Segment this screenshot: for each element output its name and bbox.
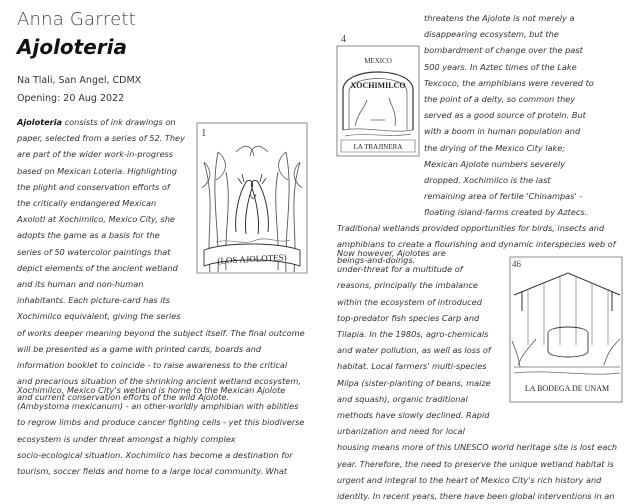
artist-name: Anna Garrett [17, 9, 136, 30]
threats-line: Now however, Ajolotes are [337, 248, 446, 258]
paragraph-history [424, 10, 625, 221]
xochimilco-line: (Ambystoma mexicanum) - an other-worldly amphibian with abilities [17, 401, 299, 412]
intro-line: and precarious situation of the shrinking ancient wetland ecosystem, [17, 376, 301, 387]
threats-line: year. Therefore, the need to preserve the unique wetland habitat is [337, 458, 614, 469]
paragraph-xochimilco [17, 382, 317, 479]
card-46-label: LA BODEGA DE UNAM [524, 384, 610, 393]
card-4-top-label: MEXICO [364, 57, 392, 65]
intro-line: the critically endangered Mexican [17, 198, 157, 209]
water-ripples [216, 239, 290, 242]
history-line: beings-and-doings. [337, 255, 416, 266]
bodega-beams [528, 277, 608, 345]
card-la-bodega-de-unam [508, 255, 626, 405]
history-line: remaining area of fertile 'Chinampas' - [424, 191, 583, 202]
axolotl-right [251, 180, 268, 234]
history-line: Mexican Ajolote numbers severely [424, 158, 566, 169]
card-la-trajinera [335, 30, 421, 160]
intro-lead: Ajoloteria [17, 117, 63, 127]
bodega-tank [548, 327, 588, 357]
history-line: disappearing ecosystem, but the [424, 29, 559, 40]
intro-line: of works deeper meaning beyond the subject itself. The final outcome [17, 327, 305, 338]
axolotl-left [236, 180, 253, 234]
threats-line: urbanization and need for local [337, 426, 465, 437]
intro-line: Xochimilco equivalent, giving the series [17, 311, 181, 322]
xochimilco-line: tourism, soccer fields and home to a large local community. What [17, 466, 288, 477]
intro-line: and current conservation efforts of the wild Ajolote. [17, 392, 229, 403]
intro-line: and its human and non-human [17, 279, 144, 290]
intro-line [17, 114, 197, 130]
threats-line: identity. In recent years, there have been global interventions in an [337, 491, 615, 502]
history-line: with a boom in human population and [424, 126, 581, 137]
history-line: the point of a deity, so common they [424, 94, 576, 105]
intro-line: paper, selected from a series of 52. They [17, 133, 185, 144]
xochimilco-line: socio-ecological situation. Xochimilco has become a destination for [17, 449, 293, 460]
intro-line: inhabitants. Each picture-card has its [17, 295, 170, 306]
intro-line: the plight and conservation efforts of [17, 181, 170, 192]
bodega-roof [514, 273, 620, 311]
canal-trees [355, 98, 395, 126]
threats-line: housing means more of this UNESCO world heritage site is lost each [337, 442, 618, 453]
history-line: dropped. Xochimilco is the last [424, 175, 551, 186]
threats-line: Tilapia. In the 1980s, agro-chemicals [337, 329, 489, 340]
intro-line: depict elements of the ancient wetland [17, 262, 178, 273]
xochimilco-line: Xochimilco, Mexico City's wetland is home to the Mexican Ajolote [17, 385, 286, 395]
intro-line: information booklet to coincide - to raise awareness to the critical [17, 360, 288, 371]
card-4-number: 4 [341, 34, 346, 45]
card-los-ajolotes [196, 122, 308, 292]
card-46-number: 46 [512, 259, 521, 269]
history-line: served as a good source of protein. But [424, 110, 586, 121]
threats-line: Milpa (sister-planting of beans, maize [337, 377, 491, 388]
threats-line: methods have slowly declined. Rapid [337, 410, 490, 421]
threats-line: and squash), organic traditional [337, 393, 468, 404]
intro-line: series of 50 watercolor paintings that [17, 246, 171, 257]
intro-line: Axolotl at Xochimilco, Mexico City, she [17, 214, 175, 225]
threats-line: and water pollution, as well as loss of [337, 345, 491, 356]
threats-line: habitat. Local farmers' multi-species [337, 361, 487, 372]
threats-line: within the ecosystem of introduced [337, 296, 482, 307]
threats-line: urgent and integral to the heart of Mexico City's rich history and [337, 474, 602, 485]
history-line: the drying of the Mexico City lake; [424, 142, 566, 153]
exhibition-title: Ajoloteria [17, 35, 128, 59]
card-1-label: (LOS AJOLOTES) [217, 252, 287, 266]
intro-line: adopts the game as a basis for the [17, 230, 160, 241]
canal-water [343, 129, 413, 136]
history-line: 500 years. In Aztec times of the Lake [424, 61, 577, 72]
threats-line: under-threat for a multitude of [337, 264, 463, 275]
card-4-bottom-label: LA TRAJINERA [353, 143, 403, 151]
history-line: Texcoco, the amphibians were revered to [424, 77, 594, 88]
intro-line: are part of the wider work-in-progress [17, 149, 174, 160]
card-4-arch-label: XOCHIMILCO [350, 81, 406, 90]
history-line: floating island-farms created by Aztecs. [424, 207, 588, 218]
history-line: amphibians to create a flourishing and dynamic interspecies web of [337, 239, 616, 250]
history-line: bombardment of change over the past [424, 45, 583, 56]
bodega-floor [514, 367, 620, 374]
card-46-frame [510, 257, 622, 402]
threats-line: reasons, principally the imbalance [337, 280, 478, 291]
threats-line: top-predator fish species Carp and [337, 312, 480, 323]
history-line: threatens the Ajolote is not merely a [424, 13, 575, 23]
opening-date: Opening: 20 Aug 2022 [17, 93, 125, 104]
xochimilco-line: ecosystem is under threat amongst a highly complex [17, 433, 236, 444]
card-1-number: 1 [201, 127, 207, 139]
history-line: Traditional wetlands provided opportunities for birds, insects and [337, 223, 605, 233]
intro-line: will be presented as a game with printed cards, boards and [17, 343, 262, 354]
intro-line: based on Mexican Loteria. Highlighting [17, 165, 177, 176]
intro-line-text: consists of ink drawings on [62, 117, 176, 127]
venue-text: Na Tlali, San Angel, CDMX [17, 75, 142, 86]
xochimilco-line: to regrow limbs and produce cancer fighting cells - yet this biodiverse [17, 417, 305, 428]
